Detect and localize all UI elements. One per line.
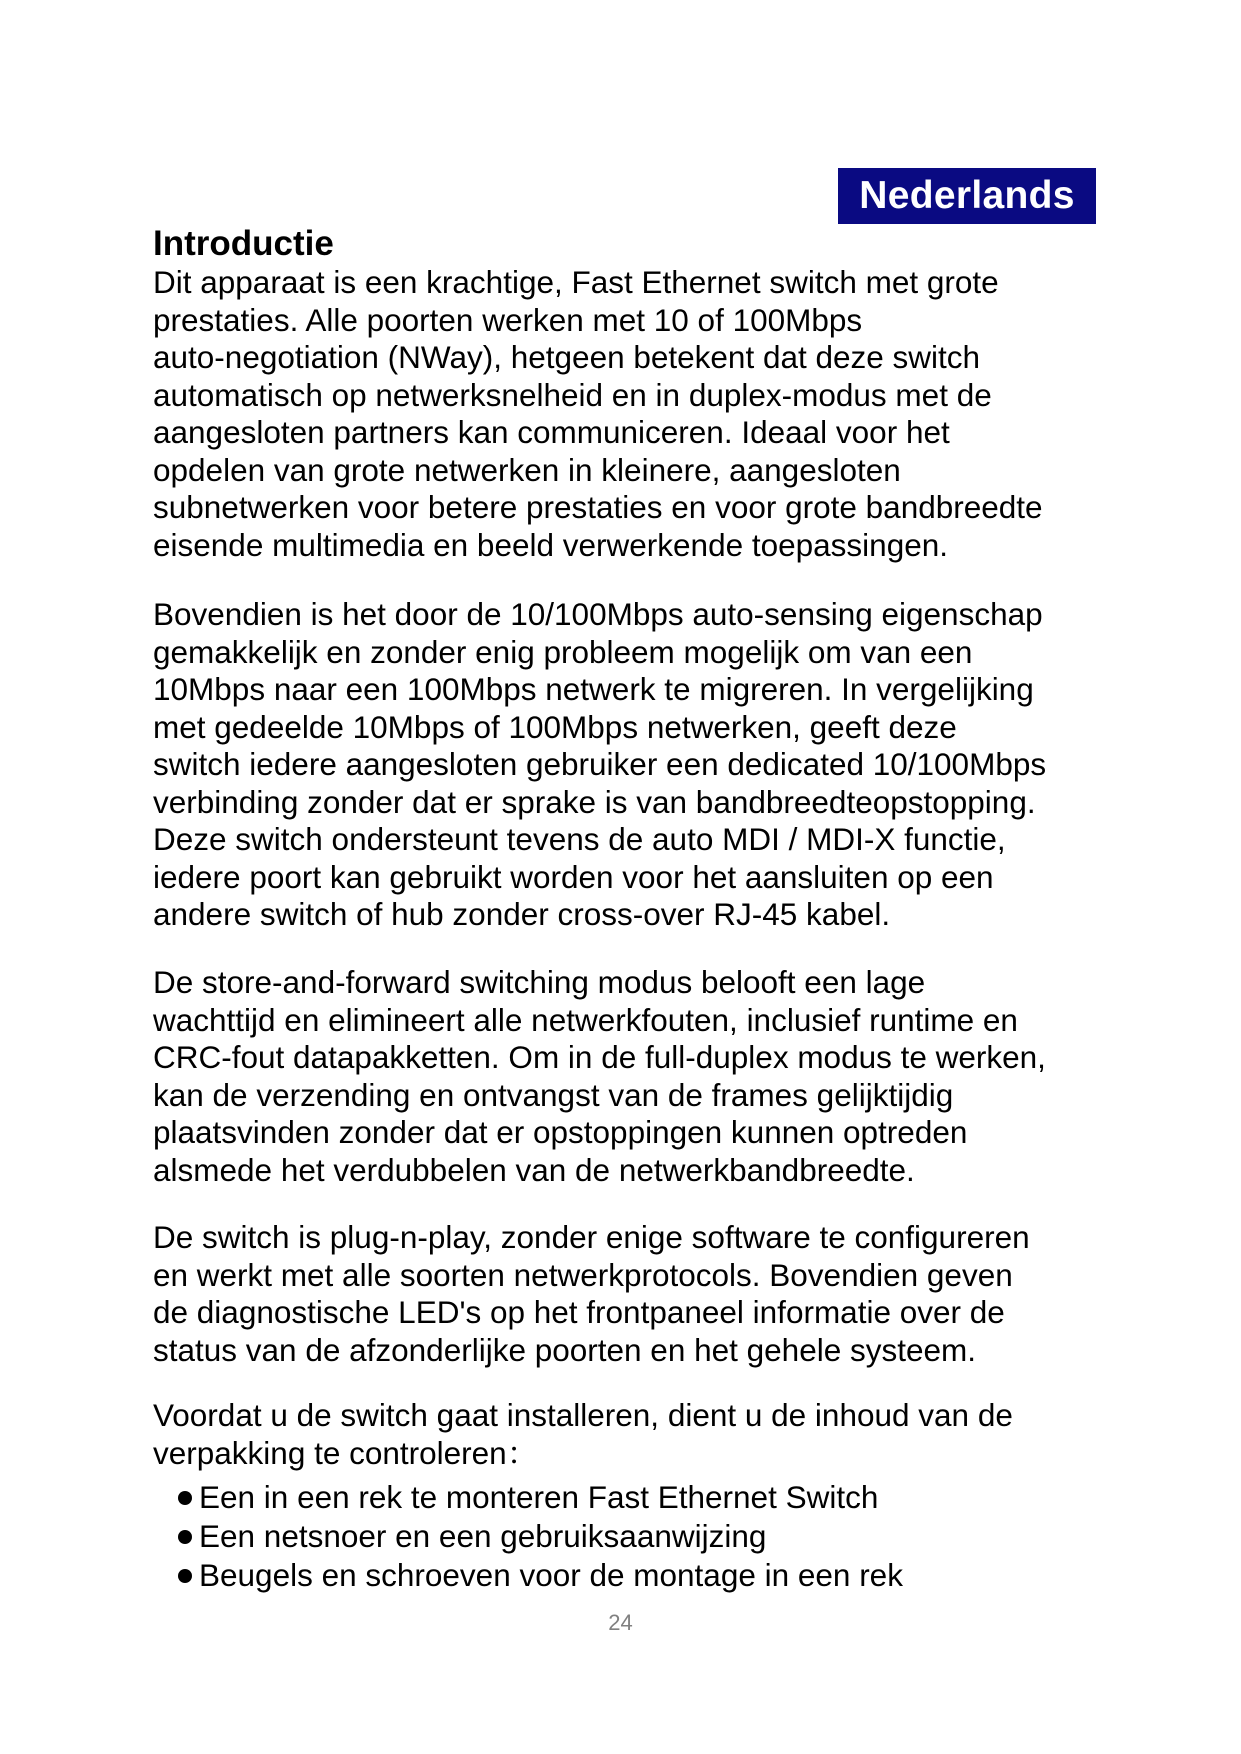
- list-item: [178, 1556, 903, 1595]
- bullet-icon: [178, 1569, 192, 1583]
- paragraph-intro: Dit apparaat is een krachtige, Fast Ethernet switch met grote prestaties. Alle poorten werken met 10 of 100Mbps auto-negotiation (NWay), hetgeen betekent dat deze switch automatisch op netwerksnelheid en in duplex-modus met de aangesloten partners kan communiceren. Ideaal voor het opdelen van grote netwerken in kleinere, aangesloten subnetwerken voor betere prestaties en voor grote bandbreedte eisende multimedia en beeld verwerkende toepassingen.: [153, 264, 1043, 563]
- bullet-icon: [178, 1530, 192, 1544]
- language-badge: Nederlands: [838, 168, 1096, 224]
- paragraph-package-check: Voordat u de switch gaat installeren, dient u de inhoud van de verpakking te controleren：: [153, 1397, 1013, 1471]
- section-heading: Introductie: [153, 224, 334, 263]
- paragraph-auto-sensing: Bovendien is het door de 10/100Mbps auto-sensing eigenschap gemakkelijk en zonder enig probleem mogelijk om van een 10Mbps naar een 100Mbps netwerk te migreren. In vergelijking met gedeelde 10Mbps of 100Mbps netwerken, geeft deze switch iedere aangesloten gebruiker een dedicated 10/100Mbps verbinding zonder dat er sprake is van bandbreedteopstopping. Deze switch ondersteunt tevens de auto MDI / MDI-X functie, iedere poort kan gebruikt worden voor het aansluiten op een andere switch of hub zonder cross-over RJ-45 kabel.: [153, 596, 1047, 932]
- package-contents-list: [178, 1478, 903, 1595]
- paragraph-plug-n-play: De switch is plug-n-play, zonder enige software te configureren en werkt met alle soorten netwerkprotocols. Bovendien geven de diagnostische LED's op het frontpaneel informatie over de status van de afzonderlijke poorten en het gehele systeem.: [153, 1219, 1030, 1368]
- list-item-text: Een in een rek te monteren Fast Ethernet Switch: [199, 1479, 879, 1515]
- list-item-text: Een netsnoer en een gebruiksaanwijzing: [199, 1518, 767, 1554]
- bullet-icon: [178, 1491, 192, 1505]
- list-item: [178, 1517, 903, 1556]
- list-item: [178, 1478, 903, 1517]
- paragraph-store-and-forward: De store-and-forward switching modus belooft een lage wachttijd en elimineert alle netwerkfouten, inclusief runtime en CRC-fout datapakketten. Om in de full-duplex modus te werken, kan de verzending en ontvangst van de frames gelijktijdig plaatsvinden zonder dat er opstoppingen kunnen optreden alsmede het verdubbelen van de netwerkbandbreedte.: [153, 964, 1046, 1188]
- page-number: 24: [608, 1610, 633, 1635]
- list-item-text: Beugels en schroeven voor de montage in een rek: [199, 1557, 903, 1593]
